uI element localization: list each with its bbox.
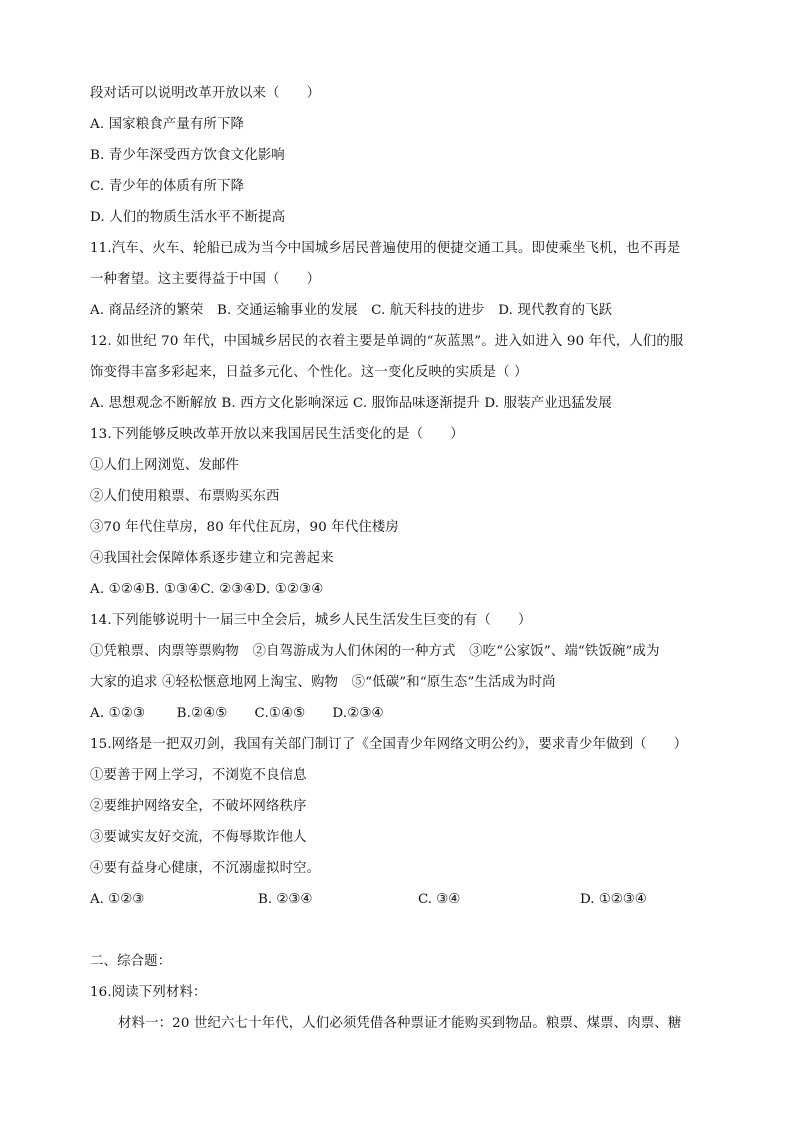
q15-option-b: B. ②③④: [258, 892, 313, 907]
q15-option-d: D. ①②③④: [580, 892, 647, 907]
q14-items-line2: 大家的追求 ④轻松惬意地网上淘宝、购物 ⑤“低碳”和“原生态”生活成为时尚: [90, 675, 556, 690]
q13-item-4: ④我国社会保障体系逐步建立和完善起来: [90, 551, 334, 566]
q12-stem-line2: 饰变得丰富多彩起来，日益多元化、个性化。这一变化反映的实质是（ ）: [90, 365, 528, 380]
spacer: [90, 915, 710, 946]
q15-stem: 15.网络是一把双刃剑，我国有关部门制订了《全国青少年网络文明公约》，要求青少年做到（ ）: [90, 737, 688, 752]
q13-item-3: ③70 年代住草房，80 年代住瓦房，90 年代住楼房: [90, 520, 399, 535]
q13-item-1: ①人们上网浏览、发邮件: [90, 458, 239, 473]
document-page: [90, 78, 710, 1039]
q15-option-c: C. ③④: [418, 892, 461, 907]
q15-item-4: ④要有益身心健康，不沉溺虚拟时空。: [90, 861, 321, 876]
q12-options: A. 思想观念不断解放 B. 西方文化影响深远 C. 服饰品味逐渐提升 D. 服装产业迅猛发展: [90, 396, 612, 411]
q13-item-2: ②人们使用粮票、布票购买东西: [90, 489, 280, 504]
q10-option-c: C. 青少年的体质有所下降: [90, 179, 245, 194]
q15-item-1: ①要善于网上学习，不浏览不良信息: [90, 768, 307, 783]
q10-option-b: B. 青少年深受西方饮食文化影响: [90, 148, 285, 163]
q14-items-line1: ①凭粮票、肉票等票购物 ②自驾游成为人们休闲的一种方式 ③吃“公家饭”、端“铁饭碗”成为: [90, 644, 660, 659]
q15-item-3: ③要诚实友好交流，不侮辱欺诈他人: [90, 830, 307, 845]
q15-options: [90, 884, 710, 915]
q13-stem: 13.下列能够反映改革开放以来我国居民生活变化的是（ ）: [90, 427, 464, 442]
q11-stem-line1: 11.汽车、火车、轮船已成为当今中国城乡居民普遍使用的便捷交通工具。即使乘坐飞机，也不再是: [90, 241, 681, 256]
q11-options: A. 商品经济的繁荣 B. 交通运输事业的发展 C. 航天科技的进步 D. 现代教育的飞跃: [90, 303, 613, 318]
q10-stem-end: 段对话可以说明改革开放以来（ ）: [90, 86, 321, 101]
q10-option-a: A. 国家粮食产量有所下降: [90, 117, 245, 132]
q12-stem-line1: 12. 如世纪 70 年代，中国城乡居民的衣着主要是单调的“灰蓝黑”。进入如进入 90 年代，人们的服: [90, 334, 684, 349]
q16-material-1: 材料一：20 世纪六七十年代，人们必须凭借各种票证才能购买到物品。粮票、煤票、肉票、糖: [118, 1016, 682, 1031]
section2-title: 二、综合题：: [90, 954, 172, 969]
q11-stem-line2: 一种奢望。这主要得益于中国（ ）: [90, 272, 321, 287]
q14-stem: 14.下列能够说明十一届三中全会后，城乡人民生活发生巨变的有（ ）: [90, 613, 532, 628]
q13-options: A. ①②④B. ①③④C. ②③④D. ①②③④: [90, 582, 324, 597]
q15-item-2: ②要维护网络安全，不破坏网络秩序: [90, 799, 307, 814]
q14-options: A. ①②③ B.②④⑤ C.①④⑤ D.②③④: [90, 706, 384, 721]
q16-title: 16.阅读下列材料：: [90, 985, 207, 1000]
q15-option-a: A. ①②③: [90, 892, 145, 907]
q10-option-d: D. 人们的物质生活水平不断提高: [90, 210, 286, 225]
